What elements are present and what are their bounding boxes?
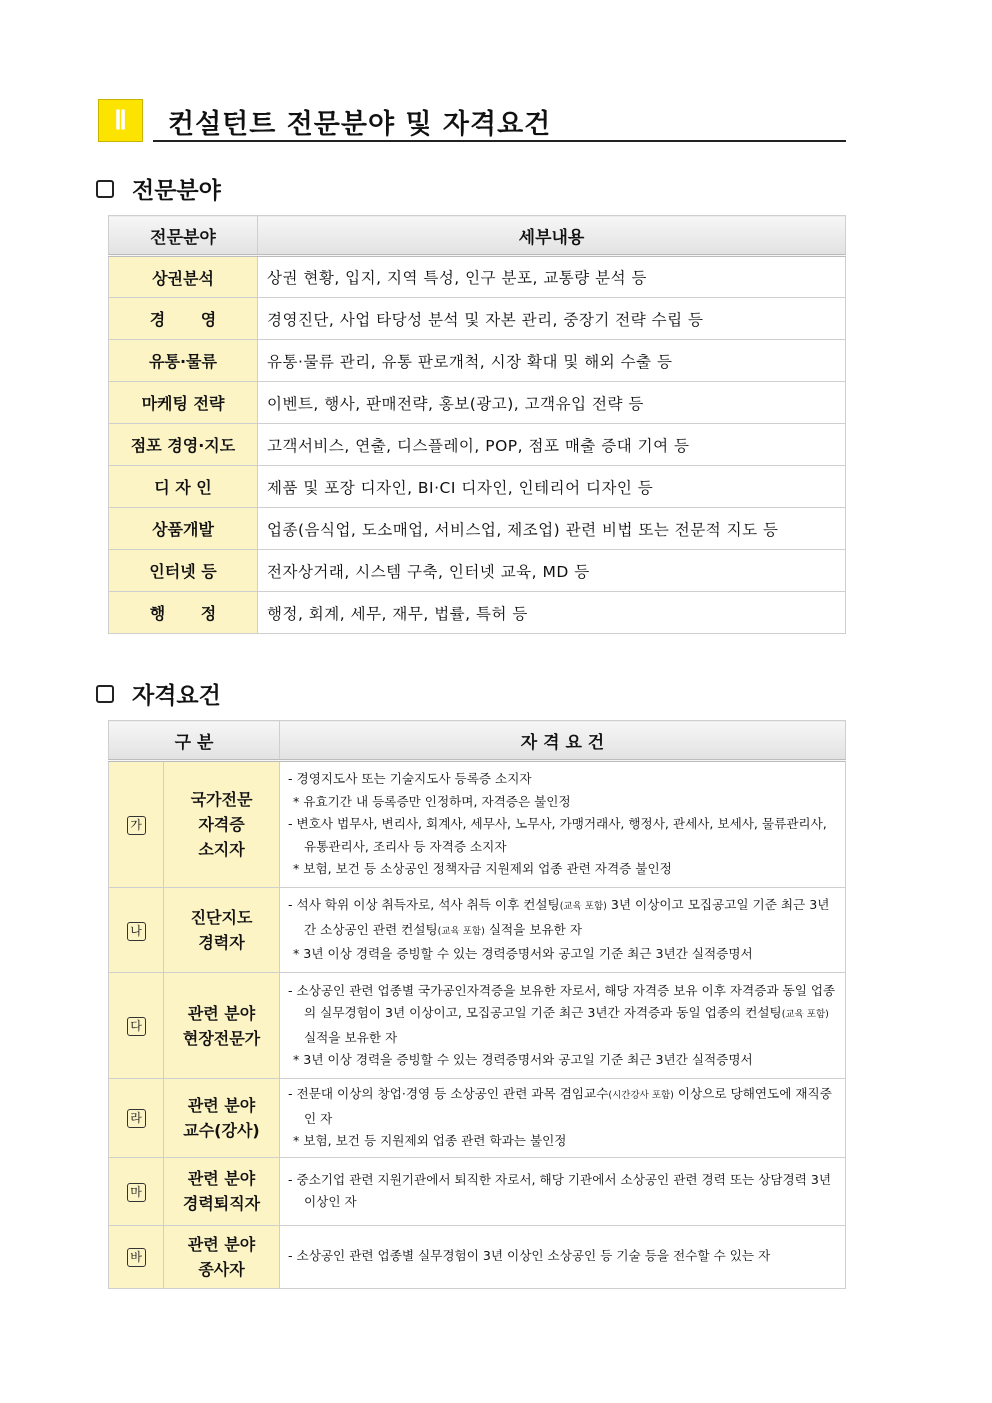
boxed-letter: 다: [127, 1017, 146, 1036]
field-category: 경 영: [109, 298, 258, 340]
checkbox-icon: [96, 685, 114, 703]
requirement-note: * 3년 이상 경력을 증빙할 수 있는 경력증명서와 공고일 기준 최근 3년간 실적증명서: [293, 946, 753, 962]
table-row: [109, 340, 846, 382]
boxed-letter: 나: [127, 922, 146, 941]
field-category: 행 정: [109, 592, 258, 634]
column-header: 전문분야: [109, 216, 258, 256]
boxed-letter: 가: [127, 816, 146, 835]
requirement-line: [288, 894, 837, 943]
requirement-line: [288, 980, 837, 1050]
text-segment-small: (시간강사 포함): [608, 1090, 674, 1101]
qual-requirement: [280, 888, 846, 973]
page-title-text: 컨설턴트 전문분야 및 자격요건: [168, 109, 552, 140]
qual-category: [164, 1157, 280, 1225]
category-line: 관련 분야: [187, 1234, 256, 1254]
category-line: 현장전문가: [182, 1028, 261, 1048]
qual-requirement: [280, 973, 846, 1079]
text-segment: 실적을 보유한 자: [484, 921, 582, 937]
table-row: [109, 888, 846, 973]
column-header: 세부내용: [258, 216, 846, 256]
qual-requirement: [280, 1079, 846, 1158]
row-marker: [109, 1225, 164, 1288]
requirement-line: - 경영지도사 또는 기술지도사 등록증 소지자: [288, 771, 532, 787]
field-category: 인터넷 등: [109, 550, 258, 592]
category-line: 종사자: [198, 1259, 245, 1279]
category-line: 진단지도: [190, 908, 253, 927]
table-row: [109, 256, 846, 298]
category-line: 관련 분야: [187, 1095, 256, 1115]
category-line: 소지자: [198, 840, 245, 859]
category-line: 경력자: [198, 933, 245, 952]
qualification-table: [108, 720, 846, 1289]
row-marker: [109, 761, 164, 888]
boxed-letter: 마: [127, 1183, 146, 1202]
category-line: 자격증: [198, 815, 245, 834]
table-row: [109, 508, 846, 550]
qual-requirement: [280, 761, 846, 888]
qual-category: [164, 1225, 280, 1288]
field-detail: 전자상거래, 시스템 구축, 인터넷 교육, MD 등: [258, 550, 846, 592]
qual-category: [164, 888, 280, 973]
table-row: [109, 298, 846, 340]
text-segment: - 전문대 이상의 창업·경영 등 소상공인 관련 과목 겸임교수: [288, 1086, 609, 1101]
text-segment: 3년 이상이고 모집공고일 기준 최근 3년간 소상공인 관련 컨설팅: [304, 897, 830, 937]
category-line: 관련 분야: [187, 1169, 256, 1188]
text-segment: 실적을 보유한 자: [304, 1029, 398, 1045]
boxed-letter: 라: [127, 1109, 146, 1128]
row-marker: [109, 1157, 164, 1225]
text-segment: 이상으로 당해연도에 재직중인 자: [304, 1086, 832, 1126]
table-header-row: [109, 721, 846, 761]
text-segment-small: (교육 포함): [559, 901, 607, 913]
section-heading-fields: [96, 172, 221, 205]
requirement-line: - 변호사 법무사, 변리사, 회계사, 세무사, 노무사, 가맹거래사, 행정사, 관세사, 보세사, 물류관리사, 유통관리사, 조리사 등 자격증 소지자: [288, 816, 827, 854]
text-segment: - 석사 학위 이상 취득자로, 석사 취득 이후 컨설팅: [288, 897, 560, 913]
field-detail: 업종(음식업, 도소매업, 서비스업, 제조업) 관련 비법 또는 전문적 지도 등: [258, 508, 846, 550]
field-detail: 제품 및 포장 디자인, BI·CI 디자인, 인테리어 디자인 등: [258, 466, 846, 508]
field-detail: 이벤트, 행사, 판매전략, 홍보(광고), 고객유입 전략 등: [258, 382, 846, 424]
field-detail: 유통·물류 관리, 유통 판로개척, 시장 확대 및 해외 수출 등: [258, 340, 846, 382]
category-line: 관련 분야: [187, 1003, 256, 1023]
table-row: [109, 761, 846, 888]
field-detail: 경영진단, 사업 타당성 분석 및 자본 관리, 중장기 전략 수립 등: [258, 298, 846, 340]
table-header-row: [109, 216, 846, 256]
row-marker: [109, 973, 164, 1079]
table-row: [109, 1079, 846, 1158]
section-number-badge: Ⅱ: [98, 99, 143, 142]
requirement-note: * 보험, 보건 등 소상공인 정책자금 지원제외 업종 관련 자격증 불인정: [293, 861, 672, 877]
field-category: 상품개발: [109, 508, 258, 550]
requirement-line: [288, 1083, 837, 1130]
field-table: [108, 215, 846, 634]
row-marker: [109, 1079, 164, 1158]
table-row: [109, 592, 846, 634]
section-heading-qualifications: [96, 677, 221, 710]
table-row: [109, 424, 846, 466]
table-row: [109, 550, 846, 592]
text-segment: - 소상공인 관련 업종별 국가공인자격증을 보유한 자로서, 해당 자격증 보유 이후 자격증과 동일 업종의 실무경험이 3년 이상이고, 모집공고일 기준 최근 3년간 자격증과 동일 업종의 컨설팅: [288, 982, 836, 1020]
page-title: [98, 99, 846, 144]
qual-category: [164, 761, 280, 888]
requirement-line: - 소상공인 관련 업종별 실무경험이 3년 이상인 소상공인 등 기술 등을 전수할 수 있는 자: [288, 1248, 771, 1264]
column-header: 구 분: [109, 721, 280, 761]
table-row: [109, 1157, 846, 1225]
field-category: 점포 경영·지도: [109, 424, 258, 466]
title-underline: [153, 140, 846, 142]
field-category: 유통·물류: [109, 340, 258, 382]
category-line: 경력퇴직자: [182, 1194, 261, 1213]
requirement-note: * 유효기간 내 등록증만 인정하며, 자격증은 불인정: [293, 793, 571, 809]
boxed-letter: 바: [127, 1248, 146, 1267]
field-detail: 행정, 회계, 세무, 재무, 법률, 특허 등: [258, 592, 846, 634]
requirement-line: - 중소기업 관련 지원기관에서 퇴직한 자로서, 해당 기관에서 소상공인 관련 경력 또는 상담경력 3년 이상인 자: [288, 1171, 832, 1209]
requirement-note: * 보험, 보건 등 지원제외 업종 관련 학과는 불인정: [293, 1133, 567, 1148]
category-line: 교수(강사): [183, 1120, 260, 1140]
field-category: 마케팅 전략: [109, 382, 258, 424]
field-detail: 고객서비스, 연출, 디스플레이, POP, 점포 매출 증대 기여 등: [258, 424, 846, 466]
section-title: 전문분야: [132, 178, 221, 204]
qual-category: [164, 1079, 280, 1158]
text-segment-small: (교육 포함): [437, 925, 485, 937]
table-row: [109, 973, 846, 1079]
qual-category: [164, 973, 280, 1079]
table-row: [109, 466, 846, 508]
column-header: 자 격 요 건: [280, 721, 846, 761]
qual-requirement: [280, 1225, 846, 1288]
qual-requirement: [280, 1157, 846, 1225]
category-line: 국가전문: [190, 790, 253, 809]
table-row: [109, 382, 846, 424]
field-category: 상권분석: [109, 256, 258, 298]
text-segment-small: (교육 포함): [781, 1009, 829, 1020]
section-title: 자격요건: [132, 683, 221, 709]
table-row: [109, 1225, 846, 1288]
row-marker: [109, 888, 164, 973]
requirement-note: * 3년 이상 경력을 증빙할 수 있는 경력증명서와 공고일 기준 최근 3년간 실적증명서: [293, 1052, 753, 1067]
field-detail: 상권 현황, 입지, 지역 특성, 인구 분포, 교통량 분석 등: [258, 256, 846, 298]
field-category: 디 자 인: [109, 466, 258, 508]
checkbox-icon: [96, 180, 114, 198]
